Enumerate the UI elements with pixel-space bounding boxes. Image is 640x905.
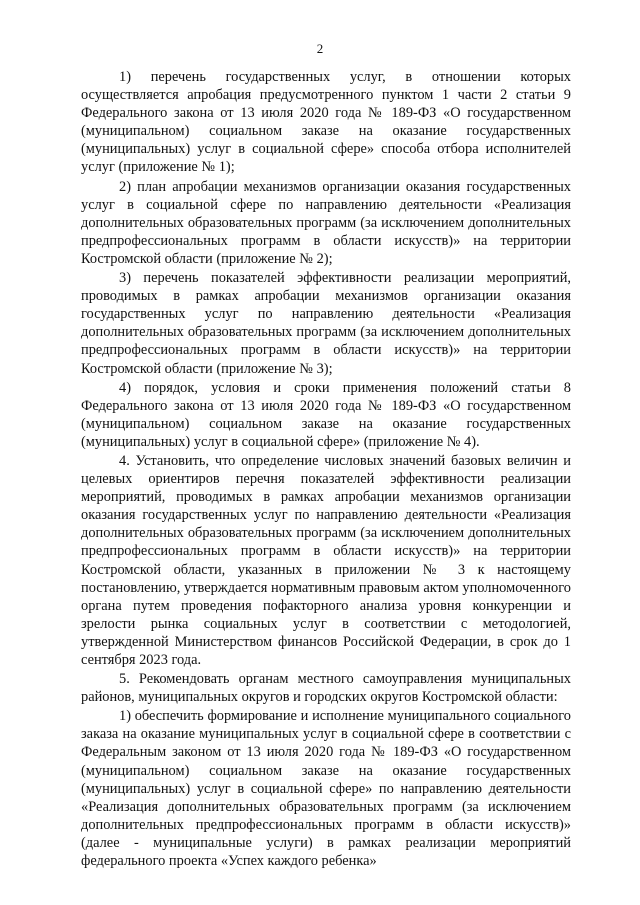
list-item-procedure-terms: 4) порядок, условия и сроки применения положений статьи 8 Федерального закона от 13 июля 2020 года № 189-ФЗ «О государственном (муниципальном) социальном заказе на оказание государственных (муниципальных) услуг в социальной сфере» (приложение № 4). <box>81 379 571 450</box>
document-body <box>81 68 571 870</box>
list-item-approbation-plan: 2) план апробации механизмов организации оказания государственных услуг в социальной сфере по направлению деятельности «Реализация дополнительных образовательных программ (за исключением дополнительных предпрофессиональных программ в области искусств)» на территории Костромской области (приложение № 2); <box>81 178 571 267</box>
clause-5-item-1: 1) обеспечить формирование и исполнение муниципального социального заказа на оказание муниципальных услуг в социальной сфере в соответствии с Федеральным законом от 13 июля 2020 года № 189-ФЗ «О государственном (муниципальном) социальном заказе на оказание государственных (муниципальных) услуг в социальной сфере» по направлению деятельности «Реализация дополнительных образовательных программ (за исключением дополнительных предпрофессиональных программ в области искусств)» (далее - муниципальные услуги) в рамках реализации мероприятий федерального проекта «Успех каждого ребенка» <box>81 708 571 870</box>
list-item-services-list: 1) перечень государственных услуг, в отношении которых осуществляется апробация предусмотренного пунктом 1 части 2 статьи 9 Федерального закона от 13 июля 2020 года № 189-ФЗ «О государственном (муниципальном) социальном заказе на оказание государственных (муниципальных) услуг в социальной сфере» способа отбора исполнителей услуг (приложение № 1); <box>81 69 571 176</box>
clause-4: 4. Установить, что определение числовых значений базовых величин и целевых ориентиров перечня показателей эффективности реализации мероприятий, проводимых в рамках апробации механизмов организации оказания государственных услуг по направлению деятельности «Реализация дополнительных образовательных программ (за исключением дополнительных предпрофессиональных программ в области искусств)» на территории Костромской области, указанных в приложении № 3 к настоящему постановлению, утверждается нормативным правовым актом уполномоченного органа путем проведения пофакторного анализа уровня конкуренции и зрелости рынка социальных услуг в соответствии с методологией, утвержденной Министерством финансов Российской Федерации, в срок до 1 сентября 2023 года. <box>81 452 571 668</box>
list-item-efficiency-indicators: 3) перечень показателей эффективности реализации мероприятий, проводимых в рамках апробации механизмов организации оказания государственных услуг по направлению деятельности «Реализация дополнительных образовательных программ (за исключением дополнительных предпрофессиональных программ в области искусств)» на территории Костромской области (приложение № 3); <box>81 270 571 377</box>
clause-5: 5. Рекомендовать органам местного самоуправления муниципальных районов, муниципальных округов и городских округов Костромской области: <box>81 671 571 706</box>
page-number: 2 <box>316 41 324 56</box>
